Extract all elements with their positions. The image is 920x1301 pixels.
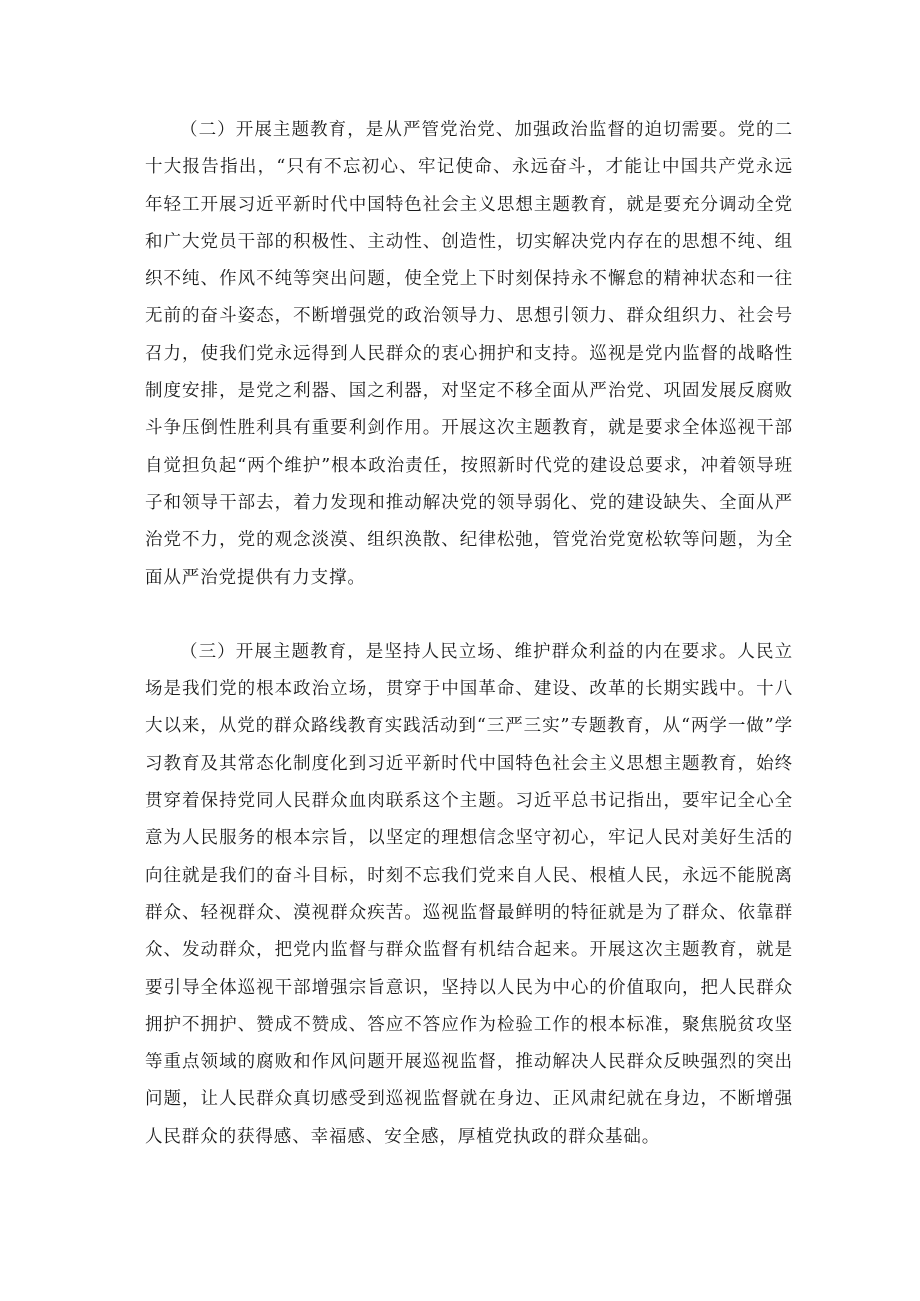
document-body: [145, 112, 793, 1156]
paragraph-section-three: （三）开展主题教育，是坚持人民立场、维护群众利益的内在要求。人民立场是我们党的根本政治立场，贯穿于中国革命、建设、改革的长期实践中。十八大以来，从党的群众路线教育实践活动到“三严三实”专题教育，从“两学一做”学习教育及其常态化制度化到习近平新时代中国特色社会主义思想主题教育，始终贯穿着保持党同人民群众血肉联系这个主题。习近平总书记指出，要牢记全心全意为人民服务的根本宗旨，以坚定的理想信念坚守初心，牢记人民对美好生活的向往就是我们的奋斗目标，时刻不忘我们党来自人民、根植人民，永远不能脱离群众、轻视群众、漠视群众疾苦。巡视监督最鲜明的特征就是为了群众、依靠群众、发动群众，把党内监督与群众监督有机结合起来。开展这次主题教育，就是要引导全体巡视干部增强宗旨意识，坚持以人民为中心的价值取向，把人民群众拥护不拥护、赞成不赞成、答应不答应作为检验工作的根本标准，聚焦脱贫攻坚等重点领域的腐败和作风问题开展巡视监督，推动解决人民群众反映强烈的突出问题，让人民群众真切感受到巡视监督就在身边、正风肃纪就在身边，不断增强人民群众的获得感、幸福感、安全感，厚植党执政的群众基础。: [145, 641, 793, 1147]
paragraph-section-two: （二）开展主题教育，是从严管党治党、加强政治监督的迫切需要。党的二十大报告指出，“只有不忘初心、牢记使命、永远奋斗，才能让中国共产党永远年轻工开展习近平新时代中国特色社会主义思想主题教育，就是要充分调动全党和广大党员干部的积极性、主动性、创造性，切实解决党内存在的思想不纯、组织不纯、作风不纯等突出问题，使全党上下时刻保持永不懈怠的精神状态和一往无前的奋斗姿态，不断增强党的政治领导力、思想引领力、群众组织力、社会号召力，使我们党永远得到人民群众的衷心拥护和支持。巡视是党内监督的战略性制度安排，是党之利器、国之利器，对坚定不移全面从严治党、巩固发展反腐败斗争压倒性胜利具有重要利剑作用。开展这次主题教育，就是要求全体巡视干部自觉担负起“两个维护”根本政治责任，按照新时代党的建设总要求，冲着领导班子和领导干部去，着力发现和推动解决党的领导弱化、党的建设缺失、全面从严治党不力，党的观念淡漠、组织涣散、纪律松弛，管党治党宽松软等问题，为全面从严治党提供有力支撑。: [145, 120, 793, 588]
